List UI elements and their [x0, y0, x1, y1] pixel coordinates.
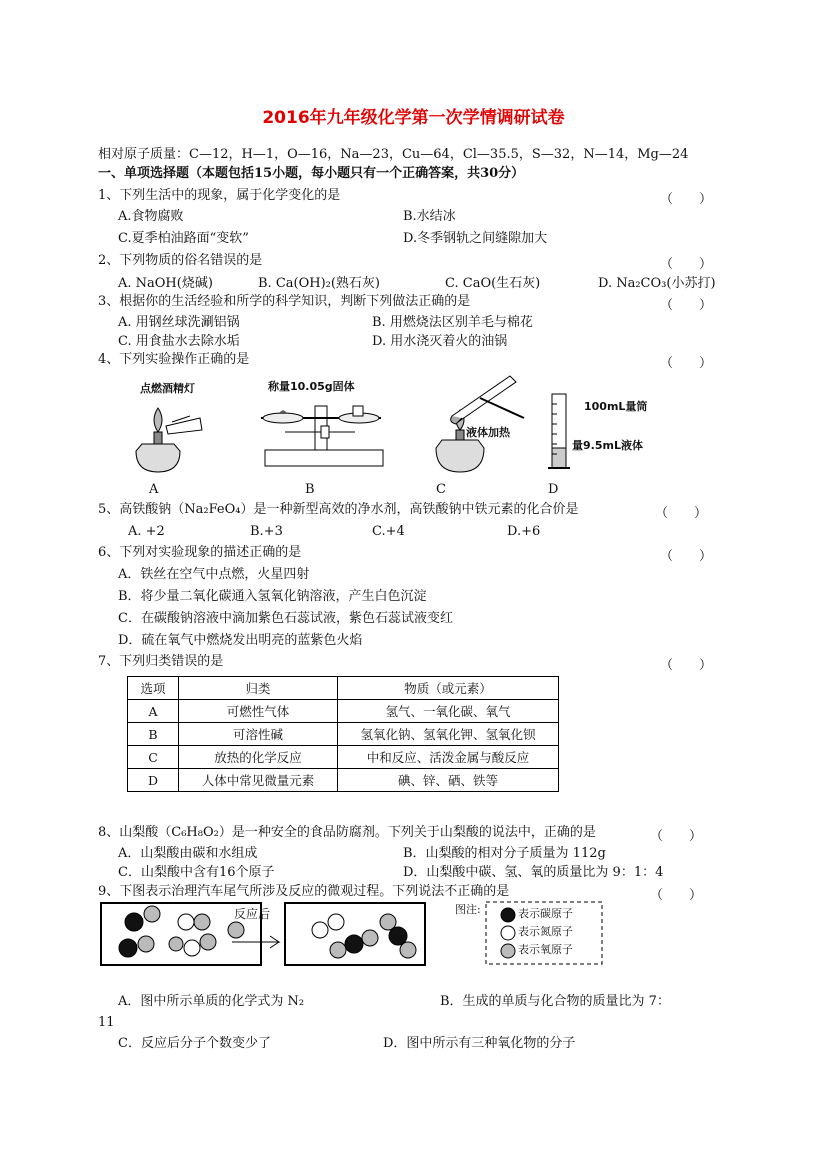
table-cell: 人体中常见微量元素	[179, 769, 338, 792]
fig-c-caption: 液体加热	[466, 426, 510, 439]
q2-answer-paren: （ ）	[660, 257, 713, 272]
q5-option-b: B.+3	[250, 524, 283, 539]
q6-option-c: C．在碳酸钠溶液中滴加紫色石蕊试液，紫色石蕊试液变红	[118, 611, 453, 626]
table-cell: D	[128, 769, 179, 792]
table-row	[128, 723, 559, 746]
fig-d-caption-cylinder: 100mL量筒	[584, 400, 648, 413]
q6-answer-paren: （ ）	[660, 549, 713, 564]
table-cell: 放热的化学反应	[179, 746, 338, 769]
q6-option-d: D．硫在氧气中燃烧发出明亮的蓝紫色火焰	[118, 633, 363, 648]
q6-stem: 6、下列对实验现象的描述正确的是	[98, 545, 302, 560]
header-option: 选项	[128, 677, 179, 700]
q9-option-b-continued: 11	[98, 1015, 115, 1030]
q1-answer-paren: （ ）	[660, 192, 713, 207]
atomic-mass-line: 相对原子质量：C—12，H—1，O—16，Na—23，Cu—64，Cl—35.5，S—32，N—14，Mg—24	[98, 147, 689, 162]
q9-option-a: A．图中所示单质的化学式为 N₂	[118, 994, 305, 1009]
legend-carbon: 表示碳原子	[518, 907, 573, 920]
q8-option-d: D．山梨酸中碳、氢、氧的质量比为 9：1：4	[403, 865, 664, 880]
q7-answer-paren: （ ）	[660, 658, 713, 673]
q3-option-a: A. 用钢丝球洗涮铝锅	[118, 315, 240, 330]
q8-answer-paren: （ ）	[650, 829, 703, 844]
q2-option-c: C. CaO(生石灰)	[445, 276, 541, 291]
table-cell: 氢氧化钠、氢氧化钾、氢氧化钡	[338, 723, 559, 746]
q3-option-d: D. 用水浇灭着火的油锅	[372, 334, 508, 349]
q1-option-a: A.食物腐败	[118, 209, 184, 224]
q8-stem: 8、山梨酸（C₆H₈O₂）是一种安全的食品防腐剂。下列关于山梨酸的说法中，正确的是	[98, 825, 596, 840]
fig-b-caption: 称量10.05g固体	[268, 380, 355, 393]
page-title: 2016年九年级化学第一次学情调研试卷	[262, 108, 565, 128]
table-cell: 可燃性气体	[179, 700, 338, 723]
table-row	[128, 769, 559, 792]
table-cell: 可溶性碱	[179, 723, 338, 746]
classification-table	[127, 676, 559, 792]
fig-a-label: A	[149, 482, 159, 497]
header-category: 归类	[179, 677, 338, 700]
q5-option-a: A. +2	[128, 524, 165, 539]
table-cell: 氢气、一氧化碳、氧气	[338, 700, 559, 723]
fig-a-caption: 点燃酒精灯	[140, 382, 195, 395]
q2-option-b: B. Ca(OH)₂(熟石灰)	[258, 276, 381, 291]
alcohol-lamp-lighting-figure	[128, 396, 208, 474]
q5-stem: 5、高铁酸钠（Na₂FeO₄）是一种新型高效的净水剂，高铁酸钠中铁元素的化合价是	[98, 502, 579, 517]
table-cell: B	[128, 723, 179, 746]
fig-b-label: B	[305, 482, 315, 497]
q8-option-b: B．山梨酸的相对分子质量为 112g	[403, 846, 606, 861]
balance-figure	[255, 396, 390, 470]
q4-stem: 4、下列实验操作正确的是	[98, 352, 250, 367]
q3-stem: 3、根据你的生活经验和所学的科学知识，判断下列做法正确的是	[98, 294, 471, 309]
q5-option-d: D.+6	[507, 524, 541, 539]
fig-d-label: D	[548, 482, 559, 497]
legend-oxygen: 表示氧原子	[518, 943, 573, 956]
graduated-cylinder-figure	[548, 390, 572, 472]
section-heading: 一、单项选择题（本题包括15小题，每小题只有一个正确答案，共30分）	[98, 166, 525, 181]
q8-option-c: C．山梨酸中含有16个原子	[118, 865, 275, 880]
q9-option-c: C．反应后分子个数变少了	[118, 1036, 271, 1051]
q3-answer-paren: （ ）	[660, 298, 713, 313]
q1-stem: 1、下列生活中的现象，属于化学变化的是	[98, 188, 341, 203]
q1-option-d: D.冬季钢轨之间缝隙加大	[403, 231, 548, 246]
q8-option-a: A．山梨酸由碳和水组成	[118, 846, 258, 861]
q9-answer-paren: （ ）	[650, 888, 703, 903]
table-cell: 碘、锌、硒、铁等	[338, 769, 559, 792]
q2-stem: 2、下列物质的俗名错误的是	[98, 253, 263, 268]
q3-option-c: C. 用食盐水去除水垢	[118, 334, 240, 349]
legend-nitrogen: 表示氮原子	[518, 925, 573, 938]
table-row	[128, 700, 559, 723]
q2-option-d: D. Na₂CO₃(小苏打)	[598, 276, 716, 291]
table-cell: A	[128, 700, 179, 723]
table-cell: C	[128, 746, 179, 769]
q7-stem: 7、下列归类错误的是	[98, 654, 224, 669]
q5-answer-paren: （ ）	[655, 506, 708, 521]
reaction-arrow-label: 反应后	[234, 907, 271, 921]
header-substance: 物质（或元素）	[338, 677, 559, 700]
q5-option-c: C.+4	[372, 524, 405, 539]
q9-stem: 9、下图表示治理汽车尾气所涉及反应的微观过程。下列说法不正确的是	[98, 884, 510, 899]
q1-option-c: C.夏季柏油路面“变软”	[118, 231, 249, 246]
table-row	[128, 746, 559, 769]
q6-option-b: B．将少量二氧化碳通入氢氧化钠溶液，产生白色沉淀	[118, 589, 427, 604]
fig-d-caption-volume: 量9.5mL液体	[572, 439, 643, 452]
q3-option-b: B. 用燃烧法区别羊毛与棉花	[372, 315, 533, 330]
q1-option-b: B.水结冰	[403, 209, 456, 224]
table-header-row	[128, 677, 559, 700]
q6-option-a: A．铁丝在空气中点燃，火星四射	[118, 567, 310, 582]
fig-c-label: C	[436, 482, 446, 497]
table-cell: 中和反应、活泼金属与酸反应	[338, 746, 559, 769]
legend-title: 图注:	[455, 903, 481, 916]
liquid-heating-figure	[422, 368, 532, 476]
q4-answer-paren: （ ）	[660, 356, 713, 371]
q9-option-b: B．生成的单质与化合物的质量比为 7：	[440, 994, 670, 1009]
q2-option-a: A. NaOH(烧碱)	[118, 276, 213, 291]
q9-option-d: D．图中所示有三种氧化物的分子	[383, 1036, 576, 1051]
